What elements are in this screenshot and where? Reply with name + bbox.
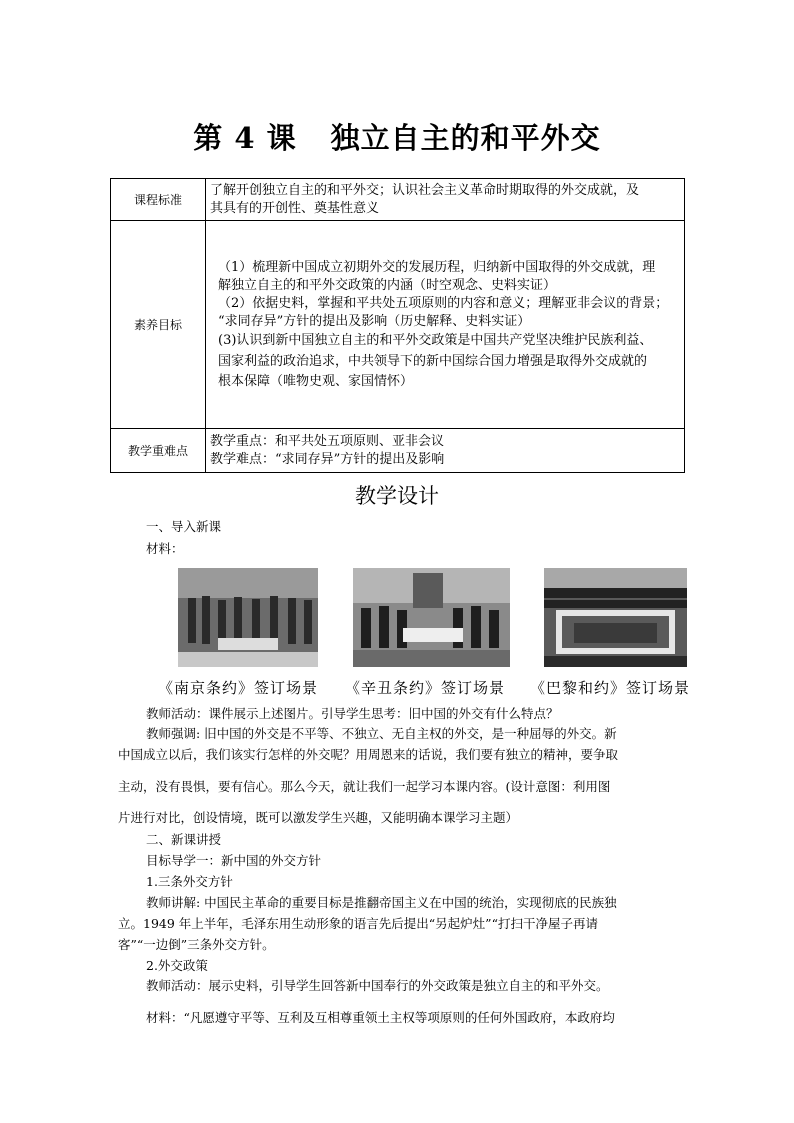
- emphasis-text: 教师强调: 旧中国的外交是不平等、不独立、无自主权的外交，是一种屈辱的外交。新: [146, 726, 617, 741]
- content-line: 了解开创独立自主的和平外交；认识社会主义革命时期取得的外交成就，及: [210, 182, 640, 198]
- content-line: （2）依据史料，掌握和平共处五项原则的内容和意义；理解亚非会议的背景；: [218, 295, 669, 311]
- section-heading: 二、新课讲授: [146, 832, 222, 847]
- row-label: 素养目标: [111, 221, 206, 429]
- content-line: 国家利益的政治追求，中共领导下的新中国综合国力增强是取得外交成就的: [218, 353, 648, 369]
- table-row: [111, 179, 685, 221]
- caption-nanjing: 《南京条约》签订场景: [158, 679, 319, 697]
- emphasis-text: 中国成立以后，我们该实行怎样的外交呢？用周恩来的话说，我们要有独立的精神，要争取: [118, 747, 619, 762]
- content-line: 教学重点：和平共处五项原则、亚非会议: [210, 433, 445, 449]
- point-heading: 1.三条外交方针: [146, 874, 233, 889]
- activity-text: 教师活动：课件展示上述图片。引导学生思考：旧中国的外交有什么特点？: [146, 706, 559, 721]
- photo-nanjing-treaty: [178, 568, 318, 667]
- goal-heading: 目标导学一：新中国的外交方针: [146, 853, 322, 868]
- point-heading: 2.外交政策: [146, 958, 208, 973]
- material-label: 材料：: [146, 541, 184, 556]
- emphasis-text: 主动，没有畏惧，要有信心。那么今天，就让我们一起学习本课内容。(设计意图：利用图: [118, 779, 611, 794]
- activity-text: 教师活动：展示史料，引导学生回答新中国奉行的外交政策是独立自主的和平外交。: [146, 978, 609, 993]
- content-line: 教学难点：“求同存异”方针的提出及影响: [210, 451, 445, 467]
- caption-xinchou: 《辛丑条约》签订场景: [345, 679, 506, 697]
- section-heading: 一、导入新课: [146, 519, 222, 534]
- lesson-number: 第 4 课: [193, 121, 297, 155]
- caption-paris: 《巴黎和约》签订场景: [530, 679, 691, 697]
- photo-paris-treaty: [544, 568, 687, 667]
- content-line: 其具有的开创性、奠基性意义: [210, 200, 380, 216]
- lesson-name: 独立自主的和平外交: [330, 121, 601, 155]
- content-line: (3)认识到新中国独立自主的和平外交政策是中国共产党坚决维护民族利益、: [218, 332, 653, 348]
- table-row: [111, 429, 685, 473]
- content-line: （1）梳理新中国成立初期外交的发展历程，归纳新中国取得的外交成就，理: [218, 259, 656, 275]
- explain-text: 教师讲解: 中国民主革命的重要目标是推翻帝国主义在中国的统治，实现彻底的民族独: [146, 895, 617, 910]
- design-title: 教学设计: [355, 484, 439, 508]
- row-content: [206, 429, 685, 473]
- content-line: “求同存异”方针的提出及影响（历史解释、史料实证）: [218, 313, 531, 329]
- row-label: 课程标准: [111, 179, 206, 221]
- table-row: [111, 221, 685, 429]
- row-content: [206, 221, 685, 429]
- explain-text: 立。1949 年上半年，毛泽东用生动形象的语言先后提出“另起炉灶”“打扫干净屋子再请: [118, 916, 598, 931]
- emphasis-text: 片进行对比，创设情境，既可以激发学生兴趣，又能明确本课学习主题）: [118, 810, 519, 825]
- content-line: 解独立自主的和平外交政策的内涵（时空观念、史料实证）: [218, 277, 557, 293]
- explain-text: 客”“一边倒”三条外交方针。: [118, 937, 275, 952]
- content-line: 根本保障（唯物史观、家国情怀）: [218, 373, 414, 389]
- curriculum-table: [110, 178, 685, 473]
- row-label: 教学重难点: [111, 429, 206, 473]
- row-content: [206, 179, 685, 221]
- photo-xinchou-treaty: [353, 568, 510, 667]
- page-title: [0, 116, 794, 157]
- material-text: 材料：“凡愿遵守平等、互利及互相尊重领土主权等项原则的任何外国政府，本政府均: [146, 1010, 615, 1025]
